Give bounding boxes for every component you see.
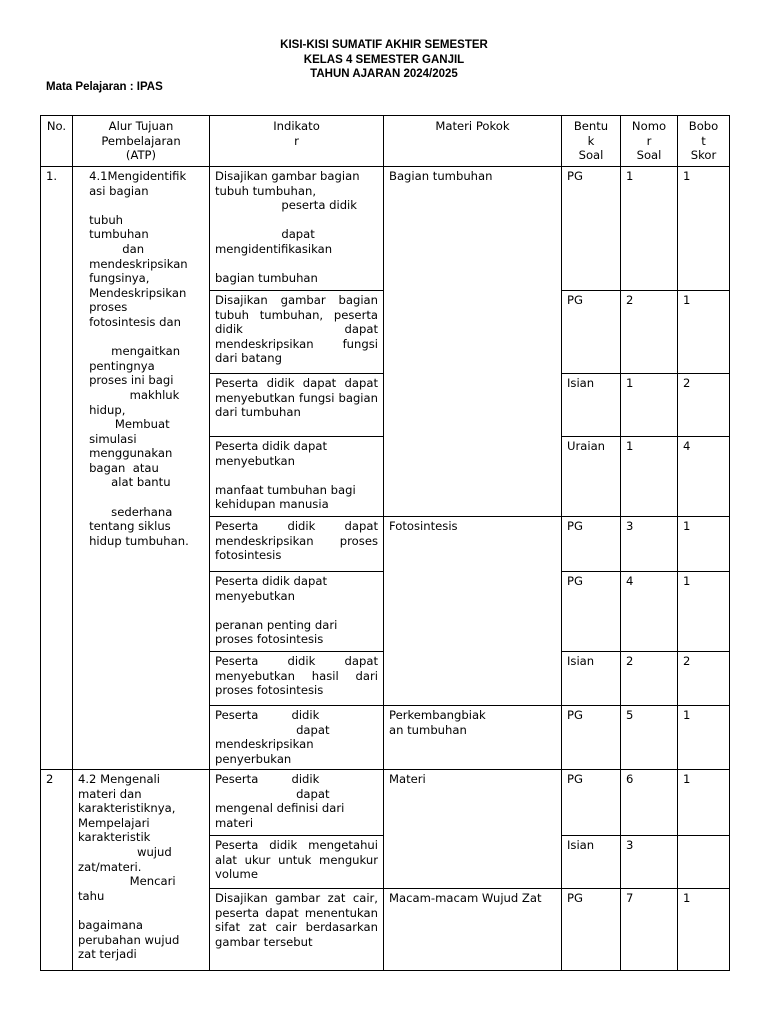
bobot-skor-cell: 1 (677, 888, 730, 971)
materi-pokok-cell: Fotosintesis (383, 516, 562, 706)
group-no: 2 (40, 769, 73, 971)
indikator-cell: Disajikan gambar zat cair, peserta dapat menentukan sifat zat cair berdasarkan gambar tersebut (209, 888, 384, 971)
indikator-cell: Peserta didik dapat mengenal definisi dari materi (209, 769, 384, 836)
nomor-soal-cell: 1 (620, 436, 678, 517)
header-no: No. (40, 115, 73, 167)
materi-pokok-cell: Materi (383, 769, 562, 889)
header-materi: Materi Pokok (383, 115, 562, 167)
bentuk-soal-cell: PG (561, 571, 621, 652)
bentuk-soal-cell: Isian (561, 835, 621, 889)
bentuk-soal-cell: PG (561, 516, 621, 572)
bentuk-soal-cell: Isian (561, 373, 621, 437)
bobot-skor-cell: 4 (677, 436, 730, 517)
nomor-soal-cell: 5 (620, 705, 678, 770)
bobot-skor-cell: 1 (677, 769, 730, 836)
materi-pokok-cell: Macam-macam Wujud Zat (383, 888, 562, 971)
bentuk-soal-cell: PG (561, 290, 621, 374)
bobot-skor-cell: 1 (677, 571, 730, 652)
indikator-cell: Peserta didik dapat dapat menyebutkan fungsi bagian dari tumbuhan (209, 373, 384, 437)
bobot-skor-cell: 1 (677, 516, 730, 572)
materi-pokok-cell: Bagian tumbuhan (383, 166, 562, 517)
indikator-cell: Peserta didik dapat menyebutkan manfaat tumbuhan bagi kehidupan manusia (209, 436, 384, 517)
bobot-skor-cell: 2 (677, 651, 730, 706)
bentuk-soal-cell: PG (561, 888, 621, 971)
header-atp: Alur Tujuan Pembelajaran (ATP) (72, 115, 210, 167)
nomor-soal-cell: 7 (620, 888, 678, 971)
indikator-cell: Disajikan gambar bagian tubuh tumbuhan, peserta didik dapat mengidentifikasikan bagian tumbuhan (209, 166, 384, 291)
indikator-cell: Peserta didik dapat menyebutkan hasil dari proses fotosintesis (209, 651, 384, 706)
header-indikator: Indikato r (209, 115, 384, 167)
nomor-soal-cell: 3 (620, 516, 678, 572)
header-nomor: Nomo r Soal (620, 115, 678, 167)
group-atp: 4.1Mengidentifik asi bagian tubuh tumbuhan dan mendeskripsikan fungsinya, Mendeskripsikan proses fotosintesis dan mengaitkan pentingnya proses ini bagi makhluk hidup, Membuat simulasi menggunakan bagan atau alat bantu sederhana tentang siklus hidup tumbuhan. (72, 166, 210, 770)
indikator-cell: Peserta didik dapat mendeskripsikan proses fotosintesis (209, 516, 384, 572)
nomor-soal-cell: 2 (620, 651, 678, 706)
bobot-skor-cell (677, 835, 730, 889)
bentuk-soal-cell: PG (561, 166, 621, 291)
indikator-cell: Peserta didik dapat menyebutkan peranan penting dari proses fotosintesis (209, 571, 384, 652)
bentuk-soal-cell: PG (561, 705, 621, 770)
indikator-cell: Disajikan gambar bagian tubuh tumbuhan, peserta didik dapat mendeskripsikan fungsi dari batang (209, 290, 384, 374)
bobot-skor-cell: 1 (677, 705, 730, 770)
bobot-skor-cell: 2 (677, 373, 730, 437)
doc-title-line2: KELAS 4 SEMESTER GANJIL (303, 54, 465, 66)
bobot-skor-cell: 1 (677, 290, 730, 374)
header-bobot: Bobo t Skor (677, 115, 730, 167)
nomor-soal-cell: 1 (620, 373, 678, 437)
group-no: 1. (40, 166, 73, 770)
nomor-soal-cell: 2 (620, 290, 678, 374)
doc-title-line1: KISI-KISI SUMATIF AKHIR SEMESTER (280, 39, 488, 51)
nomor-soal-cell: 6 (620, 769, 678, 836)
bentuk-soal-cell: Uraian (561, 436, 621, 517)
indikator-cell: Peserta didik dapat mendeskripsikan penyerbukan (209, 705, 384, 770)
bentuk-soal-cell: Isian (561, 651, 621, 706)
bobot-skor-cell: 1 (677, 166, 730, 291)
subject-label: Mata Pelajaran : IPAS (46, 81, 163, 93)
header-bentuk: Bentu k Soal (561, 115, 621, 167)
nomor-soal-cell: 1 (620, 166, 678, 291)
bentuk-soal-cell: PG (561, 769, 621, 836)
doc-title-line3: TAHUN AJARAN 2024/2025 (310, 68, 458, 80)
nomor-soal-cell: 3 (620, 835, 678, 889)
group-atp: 4.2 Mengenali materi dan karakteristiknya, Mempelajari karakteristik wujud zat/materi. Mencari tahu bagaimana perubahan wujud zat terjadi (72, 769, 210, 971)
materi-pokok-cell: Perkembangbiak an tumbuhan (383, 705, 562, 770)
nomor-soal-cell: 4 (620, 571, 678, 652)
indikator-cell: Peserta didik mengetahui alat ukur untuk mengukur volume (209, 835, 384, 889)
